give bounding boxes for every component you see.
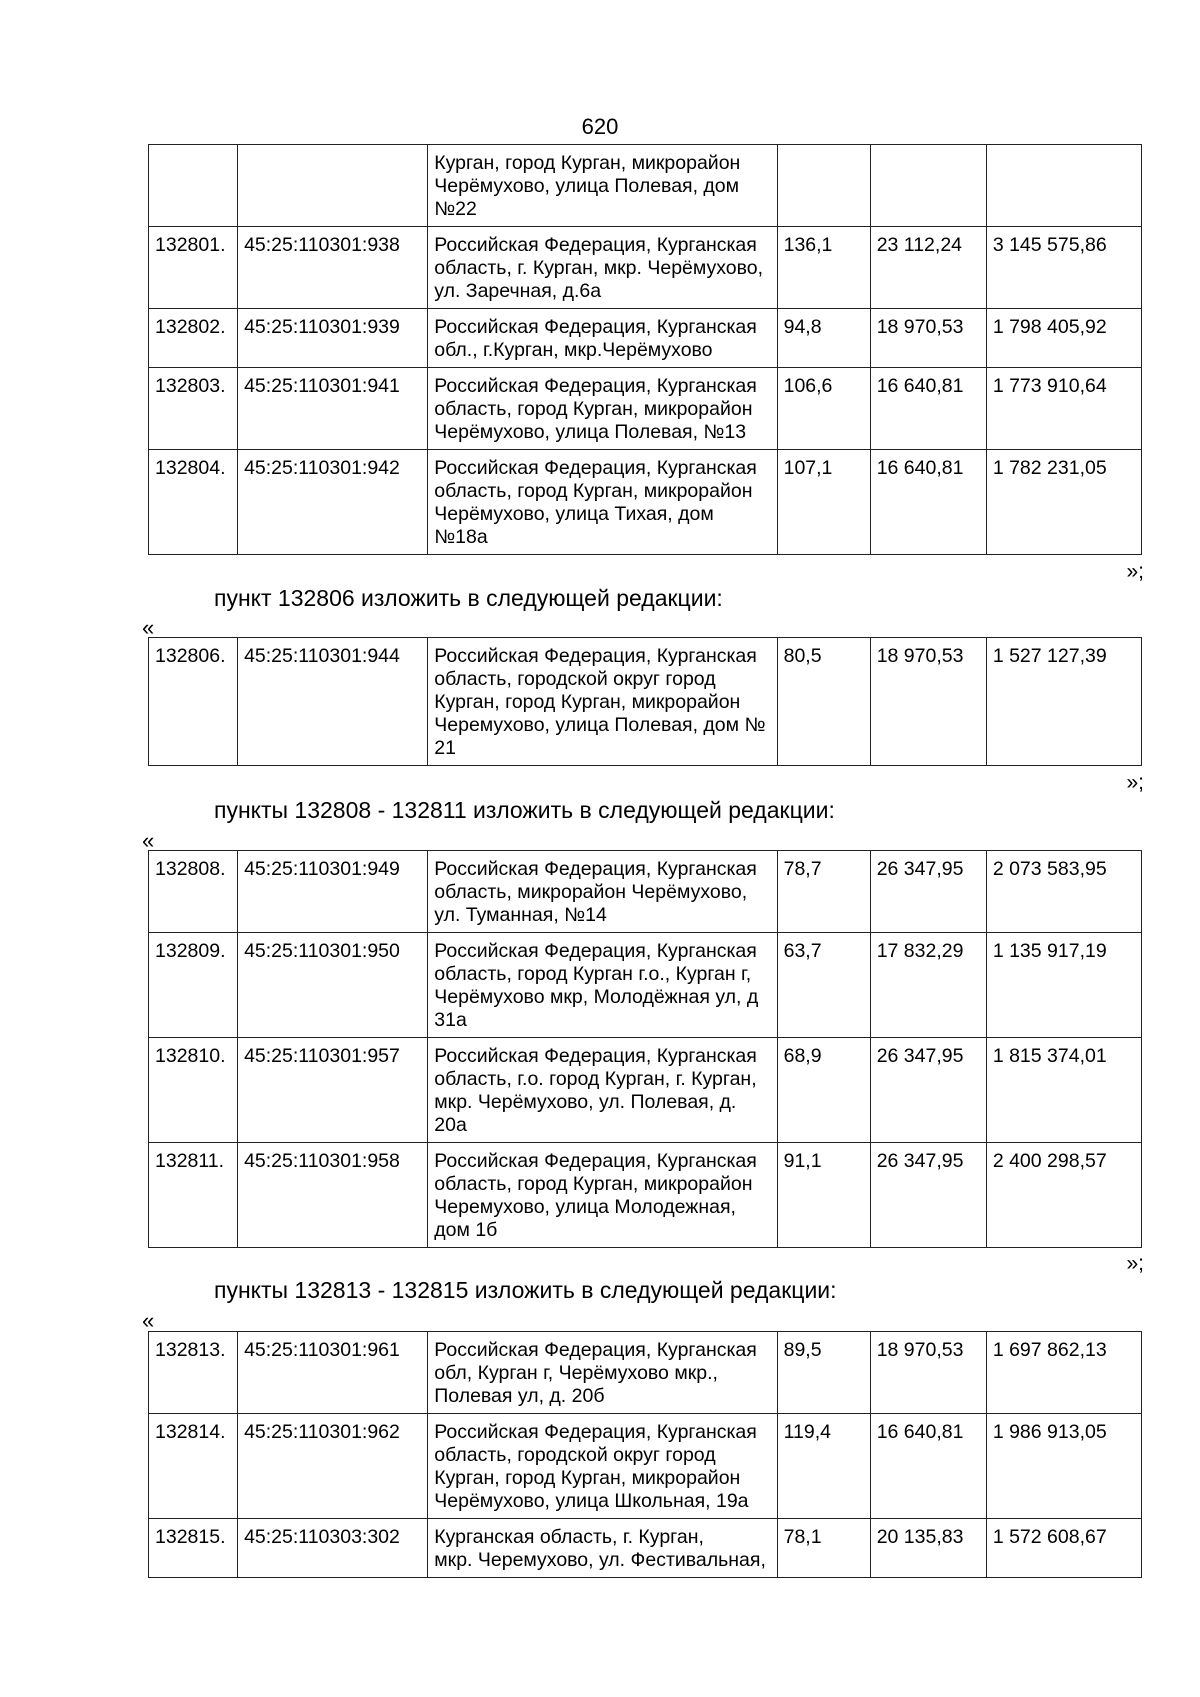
cell-address: Российская Федерация, Курганская обл., г.Курган, мкр.Черёмухово — [428, 309, 777, 368]
table-row — [149, 851, 1142, 933]
cell-item-number — [149, 145, 238, 227]
cell-area: 94,8 — [777, 309, 870, 368]
cell-address: Российская Федерация, Курганская область, город Курган, микрорайон Черёмухово, улица Тихая, дом №18а — [428, 450, 777, 555]
cell-cadastral-number: 45:25:110301:942 — [238, 450, 428, 555]
closing-quote-3: »; — [1126, 1252, 1144, 1275]
cell-specific-value: 26 347,95 — [870, 1038, 986, 1143]
cell-address: Российская Федерация, Курганская обл, Курган г, Черёмухово мкр., Полевая ул, д. 20б — [428, 1332, 777, 1414]
cell-address: Российская Федерация, Курганская область, городской округ город Курган, город Курган, микрорайон Черёмухово, улица Школьная, 19а — [428, 1414, 777, 1519]
cell-address: Российская Федерация, Курганская область, городской округ город Курган, город Курган, микрорайон Черемухово, улица Полевая, дом № 21 — [428, 638, 777, 766]
cell-item-number: 132809. — [149, 933, 238, 1038]
table-row — [149, 145, 1142, 227]
cell-cadastral-number: 45:25:110301:961 — [238, 1332, 428, 1414]
opening-quote-1: « — [142, 615, 155, 640]
registry-table-4 — [148, 1331, 1142, 1578]
cell-specific-value: 26 347,95 — [870, 851, 986, 933]
cell-item-number: 132802. — [149, 309, 238, 368]
cell-cadastral-number: 45:25:110301:958 — [238, 1143, 428, 1248]
cell-cadastral-number: 45:25:110301:939 — [238, 309, 428, 368]
cell-specific-value: 26 347,95 — [870, 1143, 986, 1248]
cell-cadastral-value: 1 782 231,05 — [986, 450, 1141, 555]
cell-specific-value — [870, 145, 986, 227]
cell-address: Российская Федерация, Курганская область, микрорайон Черёмухово, ул. Туманная, №14 — [428, 851, 777, 933]
cell-area: 68,9 — [777, 1038, 870, 1143]
cell-address: Российская Федерация, Курганская область, город Курган г.о., Курган г, Черёмухово мкр, Молодёжная ул, д 31а — [428, 933, 777, 1038]
cell-item-number: 132804. — [149, 450, 238, 555]
table-row — [149, 1414, 1142, 1519]
cell-area: 63,7 — [777, 933, 870, 1038]
cell-address: Российская Федерация, Курганская область, г. Курган, мкр. Черёмухово, ул. Заречная, д.6а — [428, 227, 777, 309]
table-row — [149, 309, 1142, 368]
cell-area: 91,1 — [777, 1143, 870, 1248]
cell-specific-value: 17 832,29 — [870, 933, 986, 1038]
cell-specific-value: 16 640,81 — [870, 368, 986, 450]
cell-item-number: 132810. — [149, 1038, 238, 1143]
cell-specific-value: 23 112,24 — [870, 227, 986, 309]
cell-area: 89,5 — [777, 1332, 870, 1414]
cell-cadastral-value: 1 572 608,67 — [986, 1519, 1141, 1578]
cell-cadastral-number — [238, 145, 428, 227]
registry-table-1 — [148, 144, 1142, 555]
cell-area: 136,1 — [777, 227, 870, 309]
cell-cadastral-value: 1 773 910,64 — [986, 368, 1141, 450]
cell-item-number: 132803. — [149, 368, 238, 450]
cell-cadastral-value: 1 527 127,39 — [986, 638, 1141, 766]
cell-area: 78,7 — [777, 851, 870, 933]
cell-cadastral-value: 1 135 917,19 — [986, 933, 1141, 1038]
cell-cadastral-number: 45:25:110301:944 — [238, 638, 428, 766]
closing-quote-1: »; — [1126, 560, 1144, 583]
registry-table-2 — [148, 637, 1142, 766]
table-row — [149, 1038, 1142, 1143]
cell-item-number: 132806. — [149, 638, 238, 766]
cell-address: Российская Федерация, Курганская область, город Курган, микрорайон Черёмухово, улица Полевая, №13 — [428, 368, 777, 450]
cell-address: Российская Федерация, Курганская область, г.о. город Курган, г. Курган, мкр. Черёмухово, ул. Полевая, д. 20а — [428, 1038, 777, 1143]
cell-item-number: 132801. — [149, 227, 238, 309]
cell-specific-value: 18 970,53 — [870, 309, 986, 368]
cell-address: Курган, город Курган, микрорайон Черёмухово, улица Полевая, дом №22 — [428, 145, 777, 227]
cell-specific-value: 20 135,83 — [870, 1519, 986, 1578]
cell-cadastral-number: 45:25:110301:949 — [238, 851, 428, 933]
registry-table-3 — [148, 850, 1142, 1248]
cell-cadastral-value: 1 815 374,01 — [986, 1038, 1141, 1143]
closing-quote-2: »; — [1126, 771, 1144, 794]
page-number: 620 — [581, 114, 619, 139]
cell-cadastral-number: 45:25:110301:938 — [238, 227, 428, 309]
cell-area: 119,4 — [777, 1414, 870, 1519]
cell-specific-value: 18 970,53 — [870, 638, 986, 766]
cell-cadastral-number: 45:25:110303:302 — [238, 1519, 428, 1578]
table-row — [149, 450, 1142, 555]
cell-cadastral-value: 3 145 575,86 — [986, 227, 1141, 309]
cell-item-number: 132814. — [149, 1414, 238, 1519]
cell-specific-value: 16 640,81 — [870, 450, 986, 555]
cell-item-number: 132811. — [149, 1143, 238, 1248]
cell-cadastral-number: 45:25:110301:962 — [238, 1414, 428, 1519]
cell-address: Российская Федерация, Курганская область, город Курган, микрорайон Черемухово, улица Молодежная, дом 1б — [428, 1143, 777, 1248]
cell-cadastral-value: 2 400 298,57 — [986, 1143, 1141, 1248]
cell-area: 80,5 — [777, 638, 870, 766]
cell-specific-value: 18 970,53 — [870, 1332, 986, 1414]
cell-item-number: 132815. — [149, 1519, 238, 1578]
instruction-1: пункт 132806 изложить в следующей редакции: — [214, 585, 723, 611]
cell-cadastral-value: 2 073 583,95 — [986, 851, 1141, 933]
cell-area — [777, 145, 870, 227]
cell-cadastral-value: 1 697 862,13 — [986, 1332, 1141, 1414]
cell-item-number: 132813. — [149, 1332, 238, 1414]
cell-item-number: 132808. — [149, 851, 238, 933]
cell-address: Курганская область, г. Курган, мкр. Черемухово, ул. Фестивальная, — [428, 1519, 777, 1578]
table-row — [149, 933, 1142, 1038]
cell-area: 107,1 — [777, 450, 870, 555]
table-row — [149, 1519, 1142, 1578]
table-row — [149, 227, 1142, 309]
cell-cadastral-value: 1 986 913,05 — [986, 1414, 1141, 1519]
cell-cadastral-number: 45:25:110301:950 — [238, 933, 428, 1038]
cell-specific-value: 16 640,81 — [870, 1414, 986, 1519]
table-row — [149, 1332, 1142, 1414]
cell-cadastral-number: 45:25:110301:941 — [238, 368, 428, 450]
opening-quote-3: « — [142, 1308, 155, 1333]
opening-quote-2: « — [142, 828, 155, 853]
table-row — [149, 638, 1142, 766]
table-row — [149, 368, 1142, 450]
instruction-2: пункты 132808 - 132811 изложить в следующей редакции: — [214, 797, 835, 823]
cell-cadastral-value — [986, 145, 1141, 227]
cell-area: 78,1 — [777, 1519, 870, 1578]
cell-cadastral-value: 1 798 405,92 — [986, 309, 1141, 368]
table-row — [149, 1143, 1142, 1248]
instruction-3: пункты 132813 - 132815 изложить в следующей редакции: — [214, 1277, 837, 1303]
cell-cadastral-number: 45:25:110301:957 — [238, 1038, 428, 1143]
cell-area: 106,6 — [777, 368, 870, 450]
